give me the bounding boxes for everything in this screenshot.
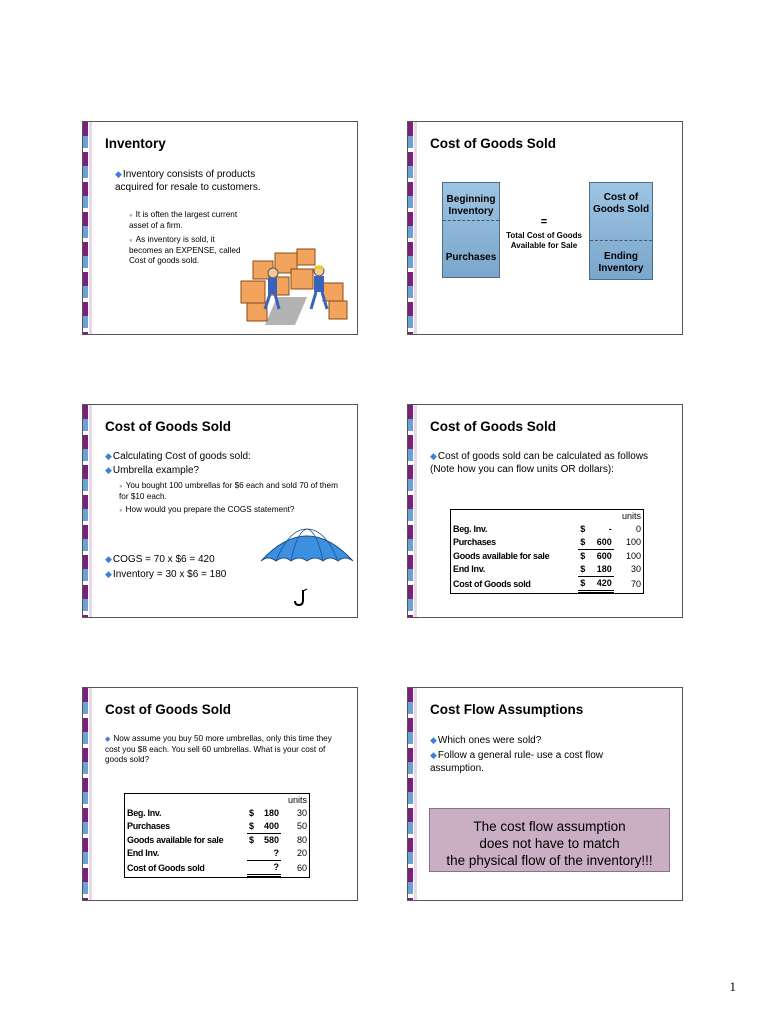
row-label: Cost of Goods sold [127, 862, 205, 873]
bullet [115, 168, 265, 194]
sub-bullet [119, 481, 349, 502]
row-amount: ? [258, 861, 281, 876]
slide-cogs-question [82, 687, 358, 901]
diamond-bullet-icon: ◆ [430, 750, 437, 760]
bullet-text: Calculating Cost of goods sold: [112, 451, 251, 462]
diamond-bullet-icon: ◆ [105, 465, 112, 475]
bullet [430, 749, 630, 775]
sub-bullet [119, 505, 349, 516]
slide-title: Cost of Goods Sold [430, 136, 556, 151]
diamond-bullet-icon: ◆ [105, 569, 112, 579]
bullet [430, 450, 655, 476]
row-amount: ? [258, 847, 281, 861]
table-row [451, 563, 643, 577]
bullet-text: Which ones were sold? [437, 735, 542, 746]
row-units: 70 [630, 578, 641, 589]
slide-accent-stripe [414, 405, 417, 617]
slide-cogs-diagram [407, 121, 683, 335]
row-amount: 600 [596, 551, 612, 561]
table-header-row [125, 794, 309, 807]
row-amount: 420 [590, 577, 614, 592]
callout-line: the physical flow of the inventory!!! [446, 853, 653, 868]
table-row [125, 847, 309, 861]
row-units: 50 [296, 821, 307, 832]
diamond-bullet-icon: ◆ [430, 451, 437, 461]
table-row [125, 820, 309, 834]
slide-accent-stripe [414, 688, 417, 900]
row-currency [247, 861, 258, 876]
row-amount: 180 [263, 808, 280, 818]
slide-accent-bar [83, 688, 88, 900]
table-row [125, 861, 309, 876]
bullet-text: Umbrella example? [112, 465, 200, 476]
table-row [451, 536, 643, 550]
row-currency: $ [578, 536, 589, 550]
sub-bullet-text: How would you prepare the COGS statement? [125, 505, 295, 514]
callout-line: does not have to match [479, 836, 620, 851]
units-header: units [287, 795, 307, 805]
row-amount: - [608, 524, 612, 534]
row-units: 100 [625, 550, 641, 561]
slide-accent-bar [408, 405, 413, 617]
bullet [105, 568, 265, 582]
dot-bullet-icon: ● [129, 238, 133, 244]
slide-accent-stripe [89, 688, 92, 900]
diamond-bullet-icon: ◆ [105, 451, 112, 461]
row-label: Goods available for sale [127, 834, 224, 845]
row-amount: 600 [590, 536, 614, 550]
callout-line: The cost flow assumption [473, 819, 626, 834]
row-units: 30 [296, 808, 307, 818]
diamond-bullet-icon: ◆ [430, 735, 437, 745]
row-units: 20 [296, 848, 307, 859]
dot-bullet-icon: ● [119, 508, 123, 514]
sub-bullet-text: As inventory is sold, it becomes an EXPENSE, called Cost of goods sold. [129, 235, 241, 265]
row-amount: 180 [590, 563, 614, 577]
table-row [451, 577, 643, 592]
bullet [105, 464, 345, 478]
row-currency: $ [578, 563, 589, 577]
dot-bullet-icon: ● [119, 484, 123, 490]
workers-boxes-image [235, 247, 355, 327]
page-number: 1 [729, 979, 736, 994]
row-label: Cost of Goods sold [453, 578, 531, 589]
row-label: Beg. Inv. [127, 808, 162, 818]
row-currency: $ [580, 551, 586, 561]
box-divider [590, 240, 652, 241]
slide-accent-stripe [414, 122, 417, 334]
sub-bullet [129, 235, 249, 266]
slide-title: Cost of Goods Sold [105, 419, 231, 434]
diamond-bullet-icon: ◆ [115, 169, 122, 179]
box-divider [443, 220, 499, 221]
umbrella-icon [259, 525, 355, 611]
row-currency [247, 847, 258, 861]
sub-bullet-text: You bought 100 umbrellas for $6 each and sold 70 of them for $10 each. [119, 481, 338, 501]
cogs-table [124, 793, 310, 878]
row-units: 0 [635, 524, 641, 534]
beginning-inventory-label: Beginning Inventory [446, 194, 496, 217]
table-header-row [451, 510, 643, 523]
slide-accent-stripe [89, 122, 92, 334]
total-goods-available-label: Total Cost of Goods Available for Sale [506, 231, 582, 250]
row-label: Purchases [127, 821, 170, 832]
slide-title: Cost of Goods Sold [105, 702, 231, 717]
row-units: 100 [625, 537, 641, 548]
sub-bullet-text: It is often the largest current asset of a firm. [129, 210, 238, 230]
units-header: units [621, 511, 641, 521]
slide-inventory [82, 121, 358, 335]
slide-title: Inventory [105, 136, 166, 151]
cogs-ending-box [589, 182, 653, 280]
bullet-text: Follow a general rule- use a cost flow assumption. [430, 750, 603, 774]
diamond-bullet-icon: ◆ [105, 554, 112, 564]
row-currency: $ [247, 820, 258, 834]
row-label: Beg. Inv. [453, 524, 488, 534]
row-units: 30 [630, 564, 641, 575]
row-label: End Inv. [453, 564, 485, 575]
bullet [105, 450, 345, 464]
row-units: 80 [296, 834, 307, 845]
row-amount: 400 [258, 820, 281, 834]
slide-cogs-table [407, 404, 683, 618]
slide-accent-bar [408, 688, 413, 900]
bullet [430, 734, 660, 748]
table-row [125, 807, 309, 820]
bullet-text: Cost of goods sold can be calculated as follows (Note how you can flow units OR dollars): [430, 451, 649, 475]
sub-bullet [129, 210, 249, 231]
bullet [105, 553, 265, 567]
callout-box [429, 808, 670, 872]
slide-cost-flow-assumptions [407, 687, 683, 901]
row-label: Goods available for sale [453, 550, 550, 561]
row-currency: $ [248, 835, 254, 845]
equals-sign: = [540, 216, 548, 228]
slide-accent-bar [408, 122, 413, 334]
table-row [451, 550, 643, 564]
bullet [105, 734, 337, 765]
purchases-label: Purchases [445, 252, 497, 263]
bullet-text: COGS = 70 x $6 = 420 [112, 554, 215, 565]
slide-accent-bar [83, 405, 88, 617]
row-amount: 580 [263, 835, 280, 845]
row-units: 60 [296, 862, 307, 873]
slide-title: Cost Flow Assumptions [430, 702, 584, 717]
slide-title: Cost of Goods Sold [430, 419, 556, 434]
bullet-text: Inventory consists of products acquired for resale to customers. [115, 169, 261, 193]
diamond-bullet-icon: ◆ [105, 736, 111, 743]
slide-cogs-umbrella [82, 404, 358, 618]
table-row [125, 834, 309, 848]
bullet-text: Inventory = 30 x $6 = 180 [112, 569, 227, 580]
row-label: End Inv. [127, 848, 159, 859]
table-row [451, 523, 643, 536]
row-currency: $ [248, 808, 254, 818]
row-label: Purchases [453, 537, 496, 548]
bullet-text: Now assume you buy 50 more umbrellas, only this time they cost you $8 each. You sell 60 umbrellas. What is your cost of goods sold? [105, 734, 332, 764]
ending-inventory-label: Ending Inventory [598, 251, 644, 274]
cost-of-goods-sold-label: Cost of Goods Sold [592, 192, 650, 215]
dot-bullet-icon: ● [129, 213, 133, 219]
cogs-table [450, 509, 644, 594]
row-currency: $ [578, 577, 589, 592]
slide-accent-stripe [89, 405, 92, 617]
beginning-purchases-box [442, 182, 500, 278]
slide-accent-bar [83, 122, 88, 334]
row-currency: $ [580, 524, 586, 534]
